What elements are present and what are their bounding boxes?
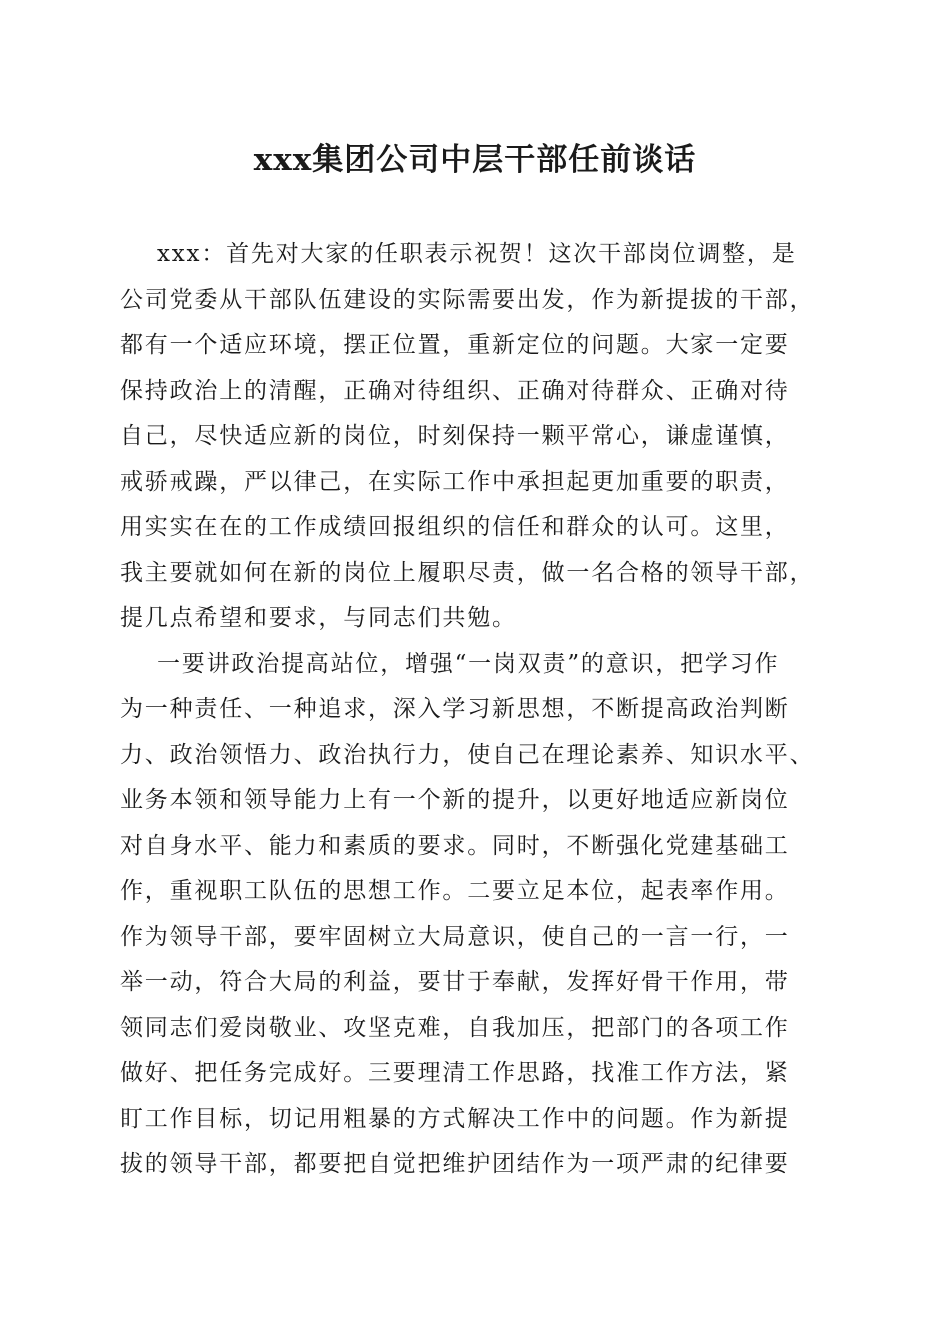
text-line: 用实实在在的工作成绩回报组织的信任和群众的认可。这里， <box>120 514 790 540</box>
text-line: 一要讲政治提高站位，增强“一岗双责”的意识，把学习作 <box>157 650 780 677</box>
text-line: 我主要就如何在新的岗位上履职尽责，做一名合格的领导干部， <box>120 559 815 586</box>
paragraph-2 <box>120 642 836 1188</box>
document-title: xxx集团公司中层干部任前谈话 <box>253 142 697 178</box>
text-line: 提几点希望和要求，与同志们共勉。 <box>120 605 517 631</box>
text-line: 力、政治领悟力、政治执行力，使自己在理论素养、知识水平、 <box>120 741 815 768</box>
text-line: 为一种责任、一种追求，深入学习新思想，不断提高政治判断 <box>120 696 790 722</box>
text-line: xxx：首先对大家的任职表示祝贺！这次干部岗位调整，是 <box>157 241 797 267</box>
text-line: 作，重视职工队伍的思想工作。二要立足本位，起表率作用。 <box>120 878 790 904</box>
text-line: 业务本领和领导能力上有一个新的提升，以更好地适应新岗位 <box>120 787 790 813</box>
text-line: 作为领导干部，要牢固树立大局意识，使自己的一言一行，一 <box>120 923 790 950</box>
text-line: 自己，尽快适应新的岗位，时刻保持一颗平常心，谦虚谨慎， <box>120 423 790 449</box>
document-body <box>120 232 836 1188</box>
text-line: 都有一个适应环境，摆正位置，重新定位的问题。大家一定要 <box>120 332 790 358</box>
paragraph-1 <box>120 232 836 642</box>
text-line: 戒骄戒躁，严以律己，在实际工作中承担起更加重要的职责， <box>120 468 790 495</box>
text-line: 对自身水平、能力和素质的要求。同时，不断强化党建基础工 <box>120 832 790 859</box>
text-line: 做好、把任务完成好。三要理清工作思路，找准工作方法，紧 <box>120 1060 790 1086</box>
text-line: 举一动，符合大局的利益，要甘于奉献，发挥好骨干作用，带 <box>120 969 790 995</box>
text-line: 盯工作目标，切记用粗暴的方式解决工作中的问题。作为新提 <box>120 1105 790 1132</box>
text-line: 领同志们爱岗敬业、攻坚克难，自我加压，把部门的各项工作 <box>120 1014 790 1041</box>
text-line: 拔的领导干部，都要把自觉把维护团结作为一项严肃的纪律要 <box>120 1151 790 1177</box>
text-line: 保持政治上的清醒，正确对待组织、正确对待群众、正确对待 <box>120 377 790 404</box>
text-line: 公司党委从干部队伍建设的实际需要出发，作为新提拔的干部， <box>120 286 815 313</box>
